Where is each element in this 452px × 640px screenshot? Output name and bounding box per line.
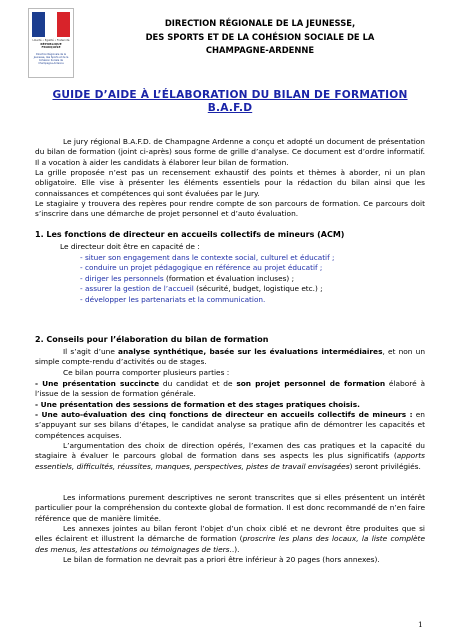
list-item: - développer les partenariats et la communication. (80, 294, 266, 304)
section-1-list (80, 253, 425, 305)
section-2-para-1: Il s’agit d’une analyse synthétique, basée sur les évaluations intermédiaires, et non un simple compte-rendu d’activités ou de stages. (35, 347, 425, 367)
section-2-para-2: Ce bilan pourra comporter plusieurs parties : (63, 368, 230, 377)
section-2-para-6: L’argumentation des choix de direction opérés, l’examen des cas pratiques et la capacité du stagiaire à évaluer le parcours global de formation dans ses aspects les plus significatifs (apports essentiels, difficultés, réussites, manques, perspectives, pistes de travail envisagées) seront privilégiés. (35, 441, 425, 471)
section-2-para-3: - Une présentation succincte du candidat et de son projet personnel de formation élaboré à l’issue de la session de formation générale. (35, 379, 425, 399)
section-2-para-4: - Une présentation des sessions de formation et des stages pratiques choisis. (35, 400, 360, 409)
section-2-para-5: - Une auto-évaluation des cinq fonctions de directeur en accueils collectifs de mineurs : en s’appuyant sur ses bilans d’étapes, le candidat analyse sa pratique afin de démontrer les capacités et compétences acquises. (35, 410, 425, 440)
header-line-1: DIRECTION RÉGIONALE DE LA JEUNESSE, (164, 18, 356, 28)
section-2-para-8: Les annexes jointes au bilan feront l’objet d’un choix ciblé et ne devront être produites que si elles éclairent et illustrent la démarche de formation (proscrire les plans des locaux, la liste complète des menus, les attestations ou témoignages de tiers..). (35, 524, 426, 554)
logo-country: RÉPUBLIQUE FRANÇAISE (40, 42, 62, 50)
page-number: 1 (418, 620, 423, 629)
tricolor-flag-icon (32, 12, 70, 37)
list-item: - conduire un projet pédagogique en référence au projet éducatif ; (80, 263, 323, 273)
intro-paragraph-2: La grille proposée n’est pas un recensement exhaustif des points et thèmes à aborder, ni un plan obligatoire. Elle vise à présenter les éléments essentiels pour la rédaction du bilan ainsi que les connaissances et compétences qui sont évaluées par le Jury. (35, 168, 425, 198)
header-line-2: DES SPORTS ET DE LA COHÉSION SOCIALE DE LA (145, 31, 375, 42)
list-item: - situer son engagement dans le contexte social, culturel et éducatif ; (80, 253, 335, 262)
section-2-para-7: Les informations purement descriptives ne seront transcrites que si elles présentent un intérêt particulier pour la compréhension du contexte global de formation. Il est donc recommandé de n’en faire référence que de manière limitée. (35, 493, 425, 523)
document-header (120, 17, 400, 58)
intro-paragraph-1: Le jury régional B.A.F.D. de Champagne Ardenne a conçu et adopté un document de présentation du bilan de formation (joint ci-après) sous forme de grille d’analyse. Ce document est d’ordre informatif. Il a vocation à aider les candidats à élaborer leur bilan de formation. (35, 137, 425, 167)
title-line-1: GUIDE D’AIDE À L’ÉLABORATION DU BILAN DE FORMATION (52, 89, 408, 101)
logo-agency: Direction Régionale de la Jeunesse, des Sports et de la Cohésion Sociale de Champagne-Ardenne (33, 53, 69, 65)
intro-paragraph-3: Le stagiaire y trouvera des repères pour rendre compte de son parcours de formation. Ce parcours doit s’inscrire dans une démarche de projet personnel et d’auto évaluation. (35, 199, 425, 219)
list-item: - diriger les personnels (formation et évaluation incluses) ; (80, 273, 295, 283)
section-1-heading: 1. Les fonctions de directeur en accueils collectifs de mineurs (ACM) (35, 230, 345, 239)
list-item: - assurer la gestion de l’accueil (sécurité, budget, logistique etc.) ; (80, 284, 323, 294)
logo-motto: Liberté • Égalité • Fraternité (32, 39, 70, 42)
section-2-heading: 2. Conseils pour l’élaboration du bilan de formation (35, 335, 269, 344)
document-title (35, 89, 425, 115)
section-1-lead: Le directeur doit être en capacité de : (60, 242, 200, 251)
section-2-para-9: Le bilan de formation ne devrait pas a priori être inférieur à 20 pages (hors annexes). (63, 555, 380, 564)
header-line-3: CHAMPAGNE-ARDENNE (205, 45, 315, 55)
title-line-2: B.A.F.D (207, 102, 253, 114)
republique-francaise-logo (28, 8, 74, 78)
